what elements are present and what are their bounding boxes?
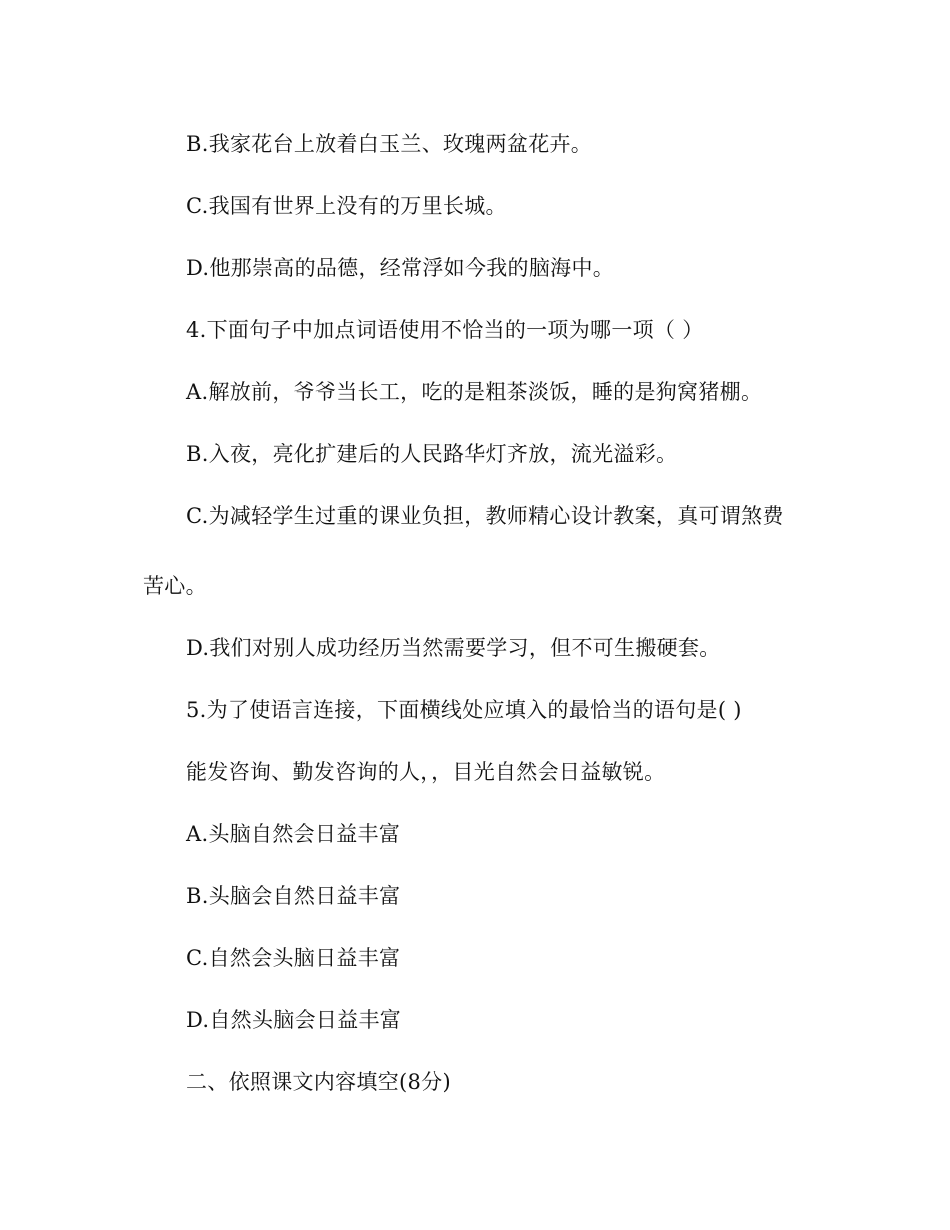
option-4b: B.入夜，亮化扩建后的人民路华灯齐放，流光溢彩。 <box>186 442 678 466</box>
question-4: 4.下面句子中加点词语使用不恰当的一项为哪一项（ ） <box>186 318 704 342</box>
question-5: 5.为了使语言连接，下面横线处应填入的最恰当的语句是( ) <box>186 698 742 722</box>
option-4d: D.我们对别人成功经历当然需要学习，但不可生搬硬套。 <box>186 636 721 660</box>
option-5c: C.自然会头脑日益丰富 <box>186 946 401 970</box>
option-3c: C.我国有世界上没有的万里长城。 <box>186 194 507 218</box>
option-3b: B.我家花台上放着白玉兰、玫瑰两盆花卉。 <box>186 132 593 156</box>
option-4c: C.为减轻学生过重的课业负担，教师精心设计教案，真可谓煞费 <box>186 504 784 528</box>
question-5-sentence: 能发咨询、勤发咨询的人，，目光自然会日益敏锐。 <box>186 760 666 784</box>
section-2-heading: 二、依照课文内容填空(8分) <box>186 1070 451 1094</box>
option-5a: A.头脑自然会日益丰富 <box>186 822 401 846</box>
option-3d: D.他那崇高的品德，经常浮如今我的脑海中。 <box>186 256 615 280</box>
option-4a: A.解放前，爷爷当长工，吃的是粗茶淡饭，睡的是狗窝猪棚。 <box>186 380 763 404</box>
option-5d: D.自然头脑会日益丰富 <box>186 1008 402 1032</box>
option-5b: B.头脑会自然日益丰富 <box>186 884 401 908</box>
option-4c-continued: 苦心。 <box>143 574 207 598</box>
